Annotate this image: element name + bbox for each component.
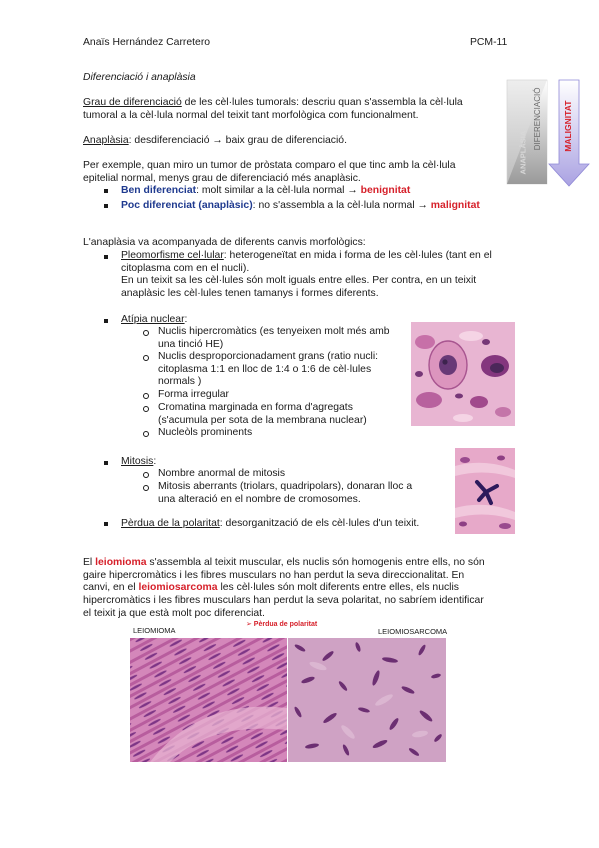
figure-label-leiomiosarcoma: LEIOMIOSARCOMA <box>378 627 448 636</box>
anaplasia-def-text: : desdiferenciació → baix grau de diferenciació. <box>128 135 347 146</box>
ben-diferenciat-term: Ben diferenciat <box>121 185 197 196</box>
bullet-poc-diferenciat <box>121 200 480 213</box>
changes-intro: L'anaplàsia va acompanyada de diferents canvis morfològics: <box>83 237 366 248</box>
atipia-item-grans <box>158 351 404 389</box>
anaplasia-vertical-label: ANAPLÀSIA <box>518 130 528 175</box>
header-author: Anaïs Hernández Carretero <box>83 37 211 48</box>
sub-bullet-marker <box>143 330 149 336</box>
bullet-marker <box>104 189 108 193</box>
sub-bullet-marker <box>143 431 149 437</box>
leio-line: gaire hipercromàtics i les fibres musculars no han perdut la seva direccionalitat. En <box>83 569 465 581</box>
atipia-histology-image <box>411 322 515 426</box>
bullet-marker <box>104 255 108 259</box>
sub-bullet-marker <box>143 393 149 399</box>
mitosis-item-text: Mitosis aberrants (triolars, quadripolars), donaran lloc a <box>158 481 413 492</box>
sub-bullet-marker <box>143 355 149 361</box>
malignitat-vertical-label: MALIGNITAT <box>562 100 573 152</box>
atipia-item-nucleols: Nucleòls prominents <box>158 427 253 438</box>
atipia-item-text: Nuclis hipercromàtics (es tenyeixen molt més amb <box>158 326 390 337</box>
bullet-marker <box>104 204 108 208</box>
section-title: Diferenciació i anaplàsia <box>83 72 196 83</box>
atipia-item-text: citoplasma 1:1 en lloc de 1:4 o 1:6 de cèl·lules <box>158 363 372 375</box>
leio-text: El <box>83 557 96 568</box>
grau-line2: tumoral a la cèl·lula normal del teixit tant morfològica com funcionalment. <box>83 109 419 121</box>
atipia-item-text: Nuclis desproporcionadament grans (ratio nucli: <box>158 351 379 362</box>
ben-diferenciat-text: : molt similar a la cèl·lula normal → <box>196 185 361 196</box>
leiomioma-histology-image <box>130 638 287 762</box>
example-paragraph <box>83 160 503 185</box>
leio-text: s'assembla al teixit muscular, els nuclis són homogenis entre ells, no són <box>146 557 485 568</box>
grau-line1: de les cèl·lules tumorals: descriu quan s'assembla la cèl·lula <box>181 97 463 108</box>
anaplasia-definition <box>83 135 347 148</box>
bullet-ben-diferenciat <box>121 185 410 198</box>
mitosis-item-nombre: Nombre anormal de mitosis <box>158 468 286 479</box>
pleomorfisme-line2: citoplasma com en el nucli). <box>121 262 250 274</box>
leio-text: les cèl·lules són molt diferents entre elles, els nuclis <box>217 582 459 594</box>
atipia-item-forma: Forma irregular <box>158 389 230 400</box>
poc-diferenciat-text: : no s'assembla a la cèl·lula normal → <box>252 200 431 211</box>
polaritat-item <box>121 518 419 531</box>
leiomiosarcoma-histology-image <box>288 638 446 762</box>
bullet-marker <box>104 461 108 465</box>
grau-term: Grau de diferenciació <box>83 97 182 108</box>
mitosis-term-text: Mitosis <box>121 456 154 467</box>
sub-bullet-marker <box>143 406 149 412</box>
mitosis-histology-image <box>455 448 515 534</box>
sub-bullet-marker <box>143 485 149 491</box>
bullet-marker <box>104 319 108 323</box>
leio-line: el teixit ja que està molt poc diferenciat. <box>83 607 265 619</box>
leiomioma-term: leiomioma <box>95 557 147 568</box>
example-line2: epitelial normal, menys grau de diferenciació més anaplàsic. <box>83 172 361 184</box>
grau-paragraph <box>83 97 493 122</box>
benignitat-highlight: benignitat <box>360 185 411 196</box>
leio-line: hipercromàtics i les fibres musculars han perdut la seva polaritat, no sabríem identificar <box>83 595 484 607</box>
polaritat-text: : desorganització de els cèl·lules d'un teixit. <box>219 518 420 529</box>
leiomioma-paragraph <box>83 557 515 620</box>
atipia-item-text: normals ) <box>158 376 202 388</box>
example-line1: Per exemple, quan miro un tumor de pròstata comparo el que tinc amb la cèl·lula <box>83 160 456 171</box>
header-code: PCM-11 <box>470 37 508 48</box>
leio-text: canvi, en el <box>83 582 139 594</box>
poc-diferenciat-term: Poc diferenciat (anaplàsic) <box>121 200 253 211</box>
anaplasia-term: Anaplàsia <box>83 135 129 146</box>
pleomorfisme-term: Pleomorfisme cel·lular <box>121 250 224 261</box>
mitosis-item-aberrants <box>158 481 446 506</box>
diferenciacio-vertical-label: DIFERENCIACIÓ <box>533 87 543 151</box>
pleomorfisme-line4: anaplàsic les cèl·lules tenen tamanys i formes diferents. <box>121 288 379 300</box>
pleomorfisme-line3: En un teixit sa les cèl·lules són molt iguals entre elles. Per contra, en un teixit <box>121 275 477 287</box>
atipia-item-text: (s'acumula per sota de la membrana nuclear) <box>158 414 367 426</box>
atipia-term-text: Atípia nuclear <box>121 314 185 325</box>
atipia-item-text: Cromatina marginada en forma d'agregats <box>158 402 353 413</box>
atipia-item-cromatina <box>158 402 404 427</box>
leiomiosarcoma-term: leiomiosarcoma <box>138 582 218 594</box>
polaritat-term: Pèrdua de la polaritat <box>121 518 220 529</box>
atipia-term: Atípia nuclear: <box>121 314 188 325</box>
sub-bullet-marker <box>143 472 149 478</box>
figure-label-polaritat: ➢ Pèrdua de polaritat <box>246 621 318 628</box>
bullet-marker <box>104 522 108 526</box>
pleomorfisme-line1: : heterogeneïtat en mida i forma de les cèl·lules (tant en el <box>223 250 492 261</box>
atipia-item-text: una tinció HE) <box>158 338 224 350</box>
mitosis-term: Mitosis: <box>121 456 157 467</box>
malignitat-highlight: malignitat <box>430 200 480 211</box>
mitosis-item-text: una alteració en el nombre de cromosomes. <box>158 493 361 505</box>
pleomorfisme-block <box>121 250 513 301</box>
figure-label-leiomioma: LEIOMIOMA <box>133 626 176 635</box>
atipia-item-hipercromatics <box>158 326 404 351</box>
